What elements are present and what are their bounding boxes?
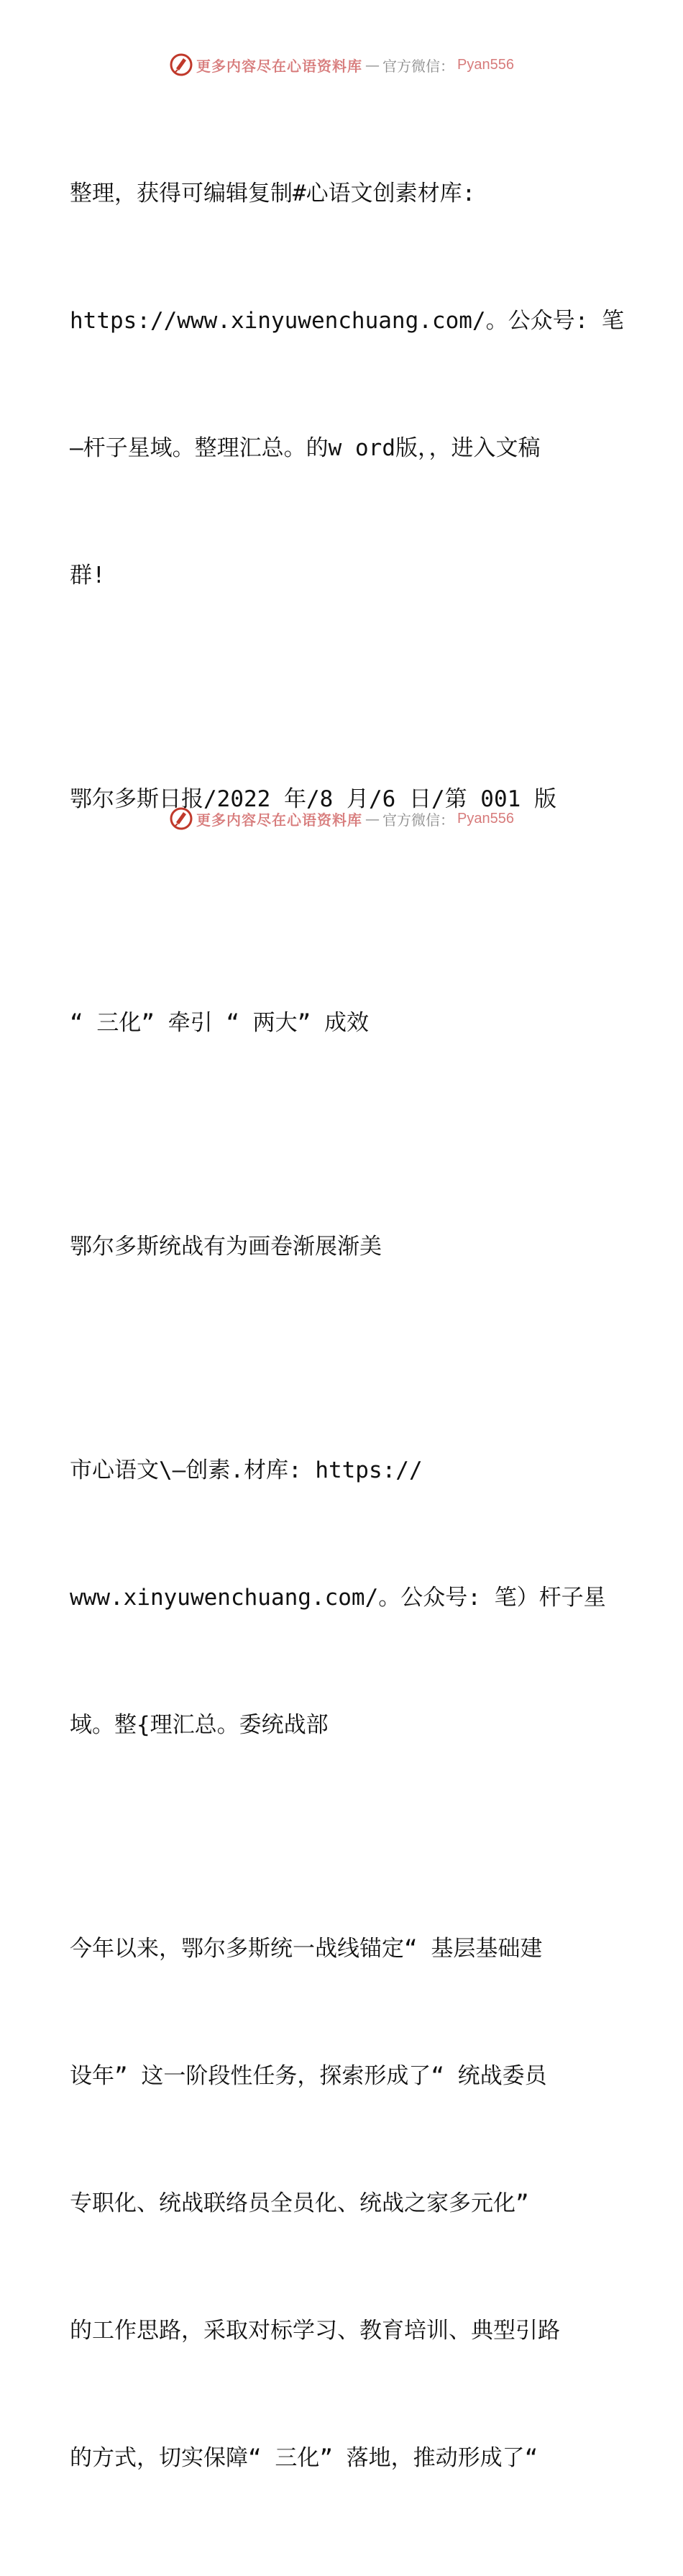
banner-wechat-id: Pyan556 bbox=[457, 810, 514, 827]
text-line: 的方式，切实保障“ 三化” 落地，推动形成了“ bbox=[70, 2445, 538, 2471]
text-line: 设年” 这一阶段性任务，探索形成了“ 统战委员 bbox=[70, 2063, 547, 2089]
paragraph-byline bbox=[70, 1365, 616, 1831]
text-line: www.xinyuwenchuang.com/。公众号: 笔）杆子星 bbox=[70, 1585, 606, 1611]
text-line: 域。整{理汇总。委统战部 bbox=[70, 1712, 329, 1738]
text-line: 群! bbox=[70, 563, 106, 588]
text-line: 市心语文\—创素.材库: https:// bbox=[70, 1457, 423, 1483]
text-line: 鄂尔多斯日报/2022 年/8 月/6 日/第 001 版 bbox=[70, 786, 556, 812]
text-line: https://www.xinyuwenchuang.com/。公众号: 笔 bbox=[70, 308, 624, 334]
banner-separator: — bbox=[365, 56, 380, 73]
banner-separator: — bbox=[365, 810, 380, 827]
document-body bbox=[70, 88, 624, 2576]
paragraph-source bbox=[70, 693, 616, 906]
banner-wechat-label: 官方微信： bbox=[382, 811, 455, 829]
text-line: —杆子星域。整理汇总。的w ord版，，进入文稿 bbox=[70, 435, 541, 461]
banner-wechat-label: 官方微信： bbox=[382, 57, 455, 75]
banner-content bbox=[169, 53, 514, 77]
banner-site-text: 更多内容尽在心语资料库 bbox=[196, 811, 363, 829]
text-line: 鄂尔多斯统战有为画卷渐展渐美 bbox=[70, 1234, 382, 1260]
text-line: 今年以来，鄂尔多斯统一战线锚定“ 基层基础建 bbox=[70, 1936, 543, 1962]
paragraph-intro bbox=[70, 88, 624, 682]
header-watermark-banner bbox=[0, 50, 683, 79]
footer-watermark-banner bbox=[0, 804, 683, 833]
paragraph-body bbox=[70, 1843, 616, 2564]
brand-logo-icon bbox=[169, 806, 193, 831]
text-line: 的工作思路，采取对标学习、教育培训、典型引路 bbox=[70, 2318, 560, 2344]
paragraph-headline bbox=[70, 917, 616, 1129]
banner-site-text: 更多内容尽在心语资料库 bbox=[196, 57, 363, 75]
text-line: “ 三化” 牵引 “ 两大” 成效 bbox=[70, 1010, 369, 1036]
banner-wechat-id: Pyan556 bbox=[457, 56, 514, 73]
text-line: 专职化、统战联络员全员化、统战之家多元化” bbox=[70, 2190, 529, 2216]
paragraph-subheadline bbox=[70, 1141, 616, 1353]
banner-content bbox=[169, 806, 514, 831]
text-line: 整理，获得可编辑复制#心语文创素材库: bbox=[70, 181, 476, 206]
brand-logo-icon bbox=[169, 53, 193, 77]
